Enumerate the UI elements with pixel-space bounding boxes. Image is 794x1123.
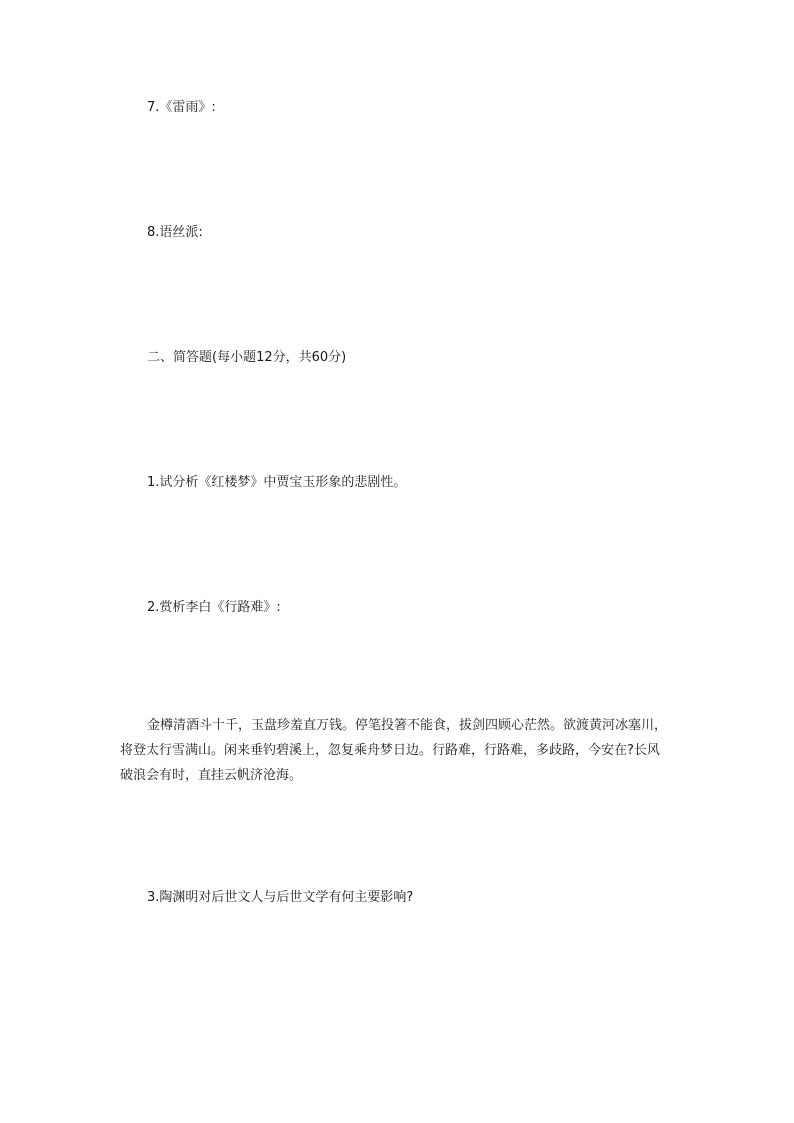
short-answer-question-3: 3.陶渊明对后世文人与后世文学有何主要影响? [147, 890, 414, 905]
question-8-yusi-school: 8.语丝派: [147, 225, 203, 240]
poem-xinglunan-text: 金樽清酒斗十千，玉盘珍羞直万钱。停笔投箸不能食，拔剑四顾心茫然。欲渡黄河冰塞川，将登太行雪满山。闲来垂钓碧溪上，忽复乘舟梦日边。行路难，行路难，多歧路，今安在?长风破浪会有时，直挂云帆济沧海。 [120, 718, 668, 783]
question-7-leiyu: 7.《雷雨》: [147, 100, 216, 115]
short-answer-question-2: 2.赏析李白《行路难》: [147, 600, 281, 615]
short-answer-question-1: 1.试分析《红楼梦》中贾宝玉形象的悲剧性。 [147, 475, 407, 490]
section-heading-short-answer: 二、简答题(每小题12分，共60分) [147, 350, 347, 365]
